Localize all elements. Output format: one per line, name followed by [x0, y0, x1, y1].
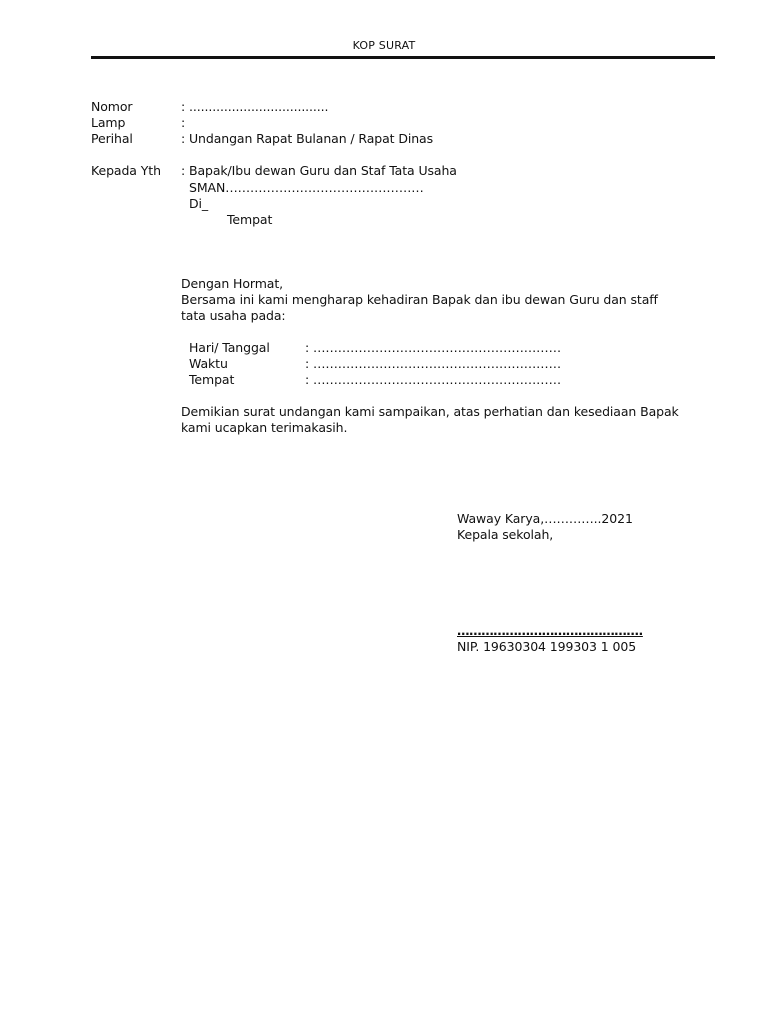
- body-paragraph-line-1: Bersama ini kami mengharap kehadiran Bapak dan ibu dewan Guru dan staff: [181, 292, 658, 307]
- signature-position: Kepala sekolah,: [457, 527, 554, 542]
- detail-label-date: Hari/ Tanggal: [189, 340, 270, 355]
- detail-label-place: Tempat: [189, 372, 235, 387]
- recipient-label: Kepada Yth: [91, 163, 161, 178]
- detail-value-time: : ……………………………………………………: [305, 356, 561, 371]
- recipient-line-4: Tempat: [227, 212, 273, 227]
- closing-line-2: kami ucapkan terimakasih.: [181, 420, 348, 435]
- signature-name-line: ……………………………………….: [457, 623, 643, 638]
- nomor-label: Nomor: [91, 99, 133, 114]
- closing-line-1: Demikian surat undangan kami sampaikan, atas perhatian dan kesediaan Bapak: [181, 404, 679, 419]
- letterhead-title: KOP SURAT: [352, 39, 416, 52]
- detail-label-time: Waktu: [189, 356, 228, 371]
- recipient-line-2: SMAN…………………………………………: [189, 180, 424, 195]
- perihal-value: : Undangan Rapat Bulanan / Rapat Dinas: [181, 131, 434, 146]
- signature-place-date: Waway Karya,…………..2021: [457, 511, 633, 526]
- detail-value-date: : ……………………………………………………: [305, 340, 561, 355]
- recipient-line-3: Di_: [189, 196, 209, 211]
- signature-nip: NIP. 19630304 199303 1 005: [457, 639, 637, 654]
- letterhead-rule: [91, 56, 715, 59]
- nomor-value: : ....................................: [181, 99, 329, 114]
- recipient-line-1: : Bapak/Ibu dewan Guru dan Staf Tata Usaha: [181, 163, 457, 178]
- perihal-label: Perihal: [91, 131, 133, 146]
- greeting: Dengan Hormat,: [181, 276, 284, 291]
- lamp-value: :: [181, 115, 186, 130]
- body-paragraph-line-2: tata usaha pada:: [181, 308, 286, 323]
- lamp-label: Lamp: [91, 115, 126, 130]
- detail-value-place: : ……………………………………………………: [305, 372, 561, 387]
